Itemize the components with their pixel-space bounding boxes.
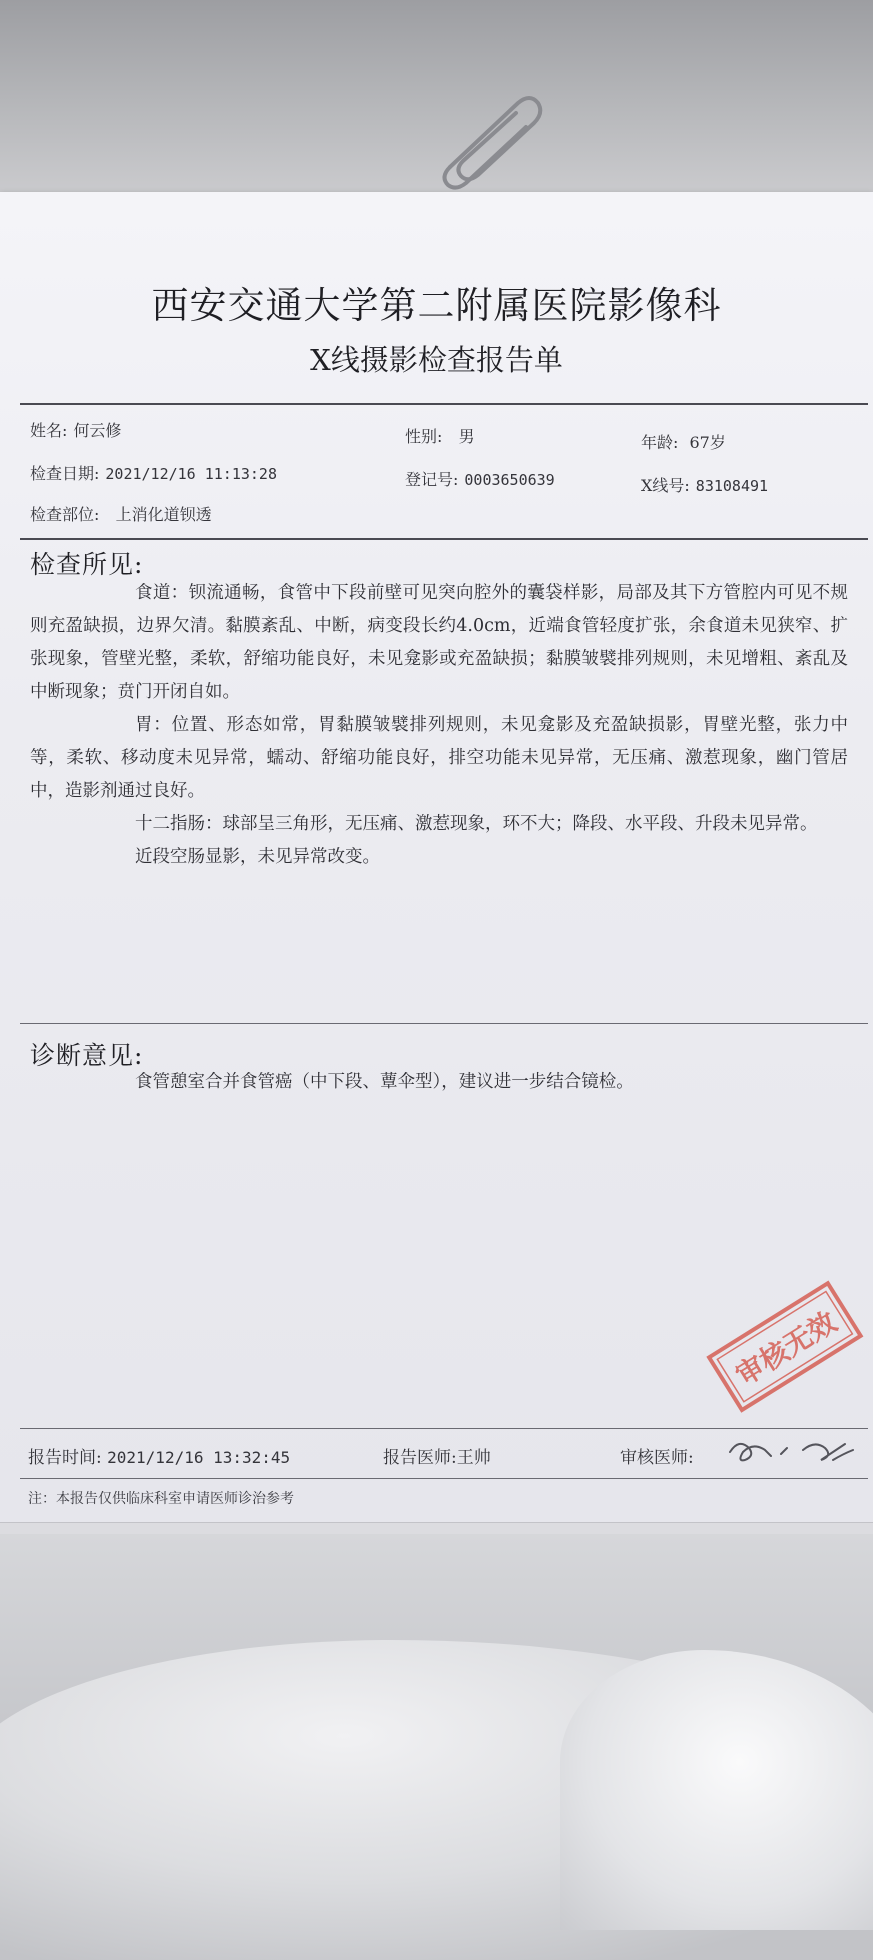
paperclip-icon xyxy=(430,85,550,195)
findings-stomach: 胃：位置、形态如常，胃黏膜皱襞排列规则，未见龛影及充盈缺损影，胃壁光整，张力中等，柔软、移动度未见异常，蠕动、舒缩功能良好，排空功能未见异常，无压痛、激惹现象，幽门管居中，造影剂通过良好。 xyxy=(30,715,848,801)
exam-date-value: 2021/12/16 11:13:28 xyxy=(105,465,277,483)
findings-duodenum: 十二指肠：球部呈三角形，无压痛、激惹现象，环不大；降段、水平段、升段未见异常。 xyxy=(135,814,818,834)
info-divider xyxy=(20,538,868,540)
name-label: 姓名: xyxy=(30,421,68,440)
reg-no-value: 0003650639 xyxy=(464,471,555,489)
doctor-value: 王帅 xyxy=(456,1448,491,1468)
age-value: 67岁 xyxy=(689,433,726,452)
diagnosis-title: 诊断意见: xyxy=(30,1041,144,1070)
footer-note: 注：本报告仅供临床科室申请医师诊治参考 xyxy=(28,1491,294,1507)
xray-no-label: X线号: xyxy=(641,476,690,495)
name-value: 何云修 xyxy=(73,421,122,440)
footer-divider xyxy=(20,1428,868,1429)
exam-date xyxy=(30,461,277,484)
reviewer xyxy=(620,1443,694,1468)
diagnosis-text: 食管憩室合并食管癌（中下段、蕈伞型），建议进一步结合镜检。 xyxy=(135,1072,634,1092)
exam-site-value: 上消化道钡透 xyxy=(115,505,212,524)
header-divider xyxy=(20,403,868,405)
findings-title: 检查所见: xyxy=(30,550,144,579)
report-time-label: 报告时间: xyxy=(28,1448,102,1468)
findings-esophagus: 食道：钡流通畅，食管中下段前壁可见突向腔外的囊袋样影，局部及其下方管腔内可见不规则充盈缺损，边界欠清。黏膜紊乱、中断，病变段长约4.0cm，近端食管轻度扩张，余食道未见狭窄、扩张现象，管壁光整，柔软，舒缩功能良好，未见龛影或充盈缺损；黏膜皱襞排列规则，未见增粗、紊乱及中断现象；贲门开闭自如。 xyxy=(30,583,848,702)
svg-text:审核无效: 审核无效 xyxy=(729,1305,843,1393)
pillow xyxy=(560,1650,873,1930)
exam-site-label: 检查部位: xyxy=(30,505,100,524)
report-time-value: 2021/12/16 13:32:45 xyxy=(107,1448,291,1467)
signature-mark xyxy=(725,1430,860,1470)
patient-sex xyxy=(405,424,475,447)
reg-no-label: 登记号: xyxy=(405,470,459,489)
patient-age xyxy=(641,430,726,453)
hospital-title: 西安交通大学第二附属医院影像科 xyxy=(151,284,722,327)
xray-number xyxy=(641,473,768,496)
sex-label: 性别: xyxy=(405,427,443,446)
exam-date-label: 检查日期: xyxy=(30,464,100,483)
note-divider xyxy=(20,1478,868,1479)
findings-jejunum: 近段空肠显影，未见异常改变。 xyxy=(135,847,380,867)
patient-name xyxy=(30,418,121,441)
stamp-icon xyxy=(705,1275,870,1425)
report-doctor xyxy=(383,1443,491,1468)
findings-divider xyxy=(20,1023,868,1024)
doctor-label: 报告医师: xyxy=(383,1448,457,1468)
report-title: X线摄影检查报告单 xyxy=(310,343,563,377)
age-label: 年龄: xyxy=(641,433,679,452)
xray-no-value: 83108491 xyxy=(695,477,769,495)
exam-site xyxy=(30,502,212,525)
sex-value: 男 xyxy=(458,427,475,446)
findings-body xyxy=(30,577,848,874)
report-time xyxy=(28,1443,290,1468)
reviewer-label: 审核医师: xyxy=(620,1448,694,1468)
registration-number xyxy=(405,467,555,490)
